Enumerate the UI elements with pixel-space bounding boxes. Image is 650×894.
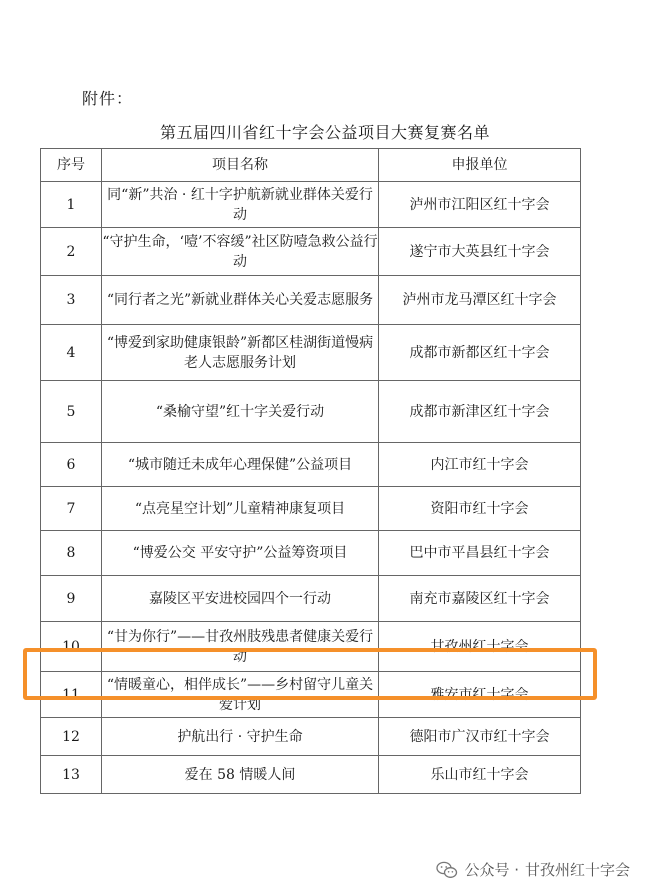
applicant-unit-cell: 德阳市广汉市红十字会 — [379, 718, 581, 756]
highlight-box — [23, 648, 597, 700]
header-no: 序号 — [41, 149, 102, 182]
applicant-unit-cell: 内江市红十字会 — [379, 443, 581, 487]
table-row — [41, 325, 581, 381]
row-number: 6 — [41, 443, 102, 487]
table-header-row — [41, 149, 581, 182]
table-row — [41, 228, 581, 276]
applicant-unit-cell: 遂宁市大英县红十字会 — [379, 228, 581, 276]
row-number: 4 — [41, 325, 102, 381]
header-project-name: 项目名称 — [102, 149, 379, 182]
table-row — [41, 756, 581, 794]
table-row — [41, 531, 581, 576]
project-name-cell: “情暖童心，相伴成长”——乡村留守儿童关爱计划 — [102, 672, 379, 718]
row-number: 10 — [41, 622, 102, 672]
applicant-unit-cell: 泸州市龙马潭区红十字会 — [379, 276, 581, 325]
row-number: 9 — [41, 576, 102, 622]
table-row — [41, 718, 581, 756]
row-number: 1 — [41, 182, 102, 228]
table-row — [41, 576, 581, 622]
applicant-unit-cell: 甘孜州红十字会 — [379, 622, 581, 672]
project-name-cell: 护航出行 · 守护生命 — [102, 718, 379, 756]
row-number: 3 — [41, 276, 102, 325]
header-unit: 申报单位 — [379, 149, 581, 182]
table-row — [41, 443, 581, 487]
project-name-cell: “点亮星空计划”儿童精神康复项目 — [102, 487, 379, 531]
applicant-unit-cell: 雅安市红十字会 — [379, 672, 581, 718]
applicant-unit-cell: 泸州市江阳区红十字会 — [379, 182, 581, 228]
table-row — [41, 381, 581, 443]
project-name-cell: 同“新”共治 · 红十字护航新就业群体关爱行动 — [102, 182, 379, 228]
row-number: 8 — [41, 531, 102, 576]
project-name-cell: “守护生命，‘噎’不容缓”社区防噎急救公益行动 — [102, 228, 379, 276]
project-name-cell: “博爱到家助健康银龄”新都区桂湖街道慢病老人志愿服务计划 — [102, 325, 379, 381]
project-name-cell: 嘉陵区平安进校园四个一行动 — [102, 576, 379, 622]
project-name-cell: 爱在 58 情暖人间 — [102, 756, 379, 794]
project-name-cell: “同行者之光”新就业群体关心关爱志愿服务 — [102, 276, 379, 325]
project-name-cell: “城市随迁未成年心理保健”公益项目 — [102, 443, 379, 487]
row-number: 13 — [41, 756, 102, 794]
applicant-unit-cell: 乐山市红十字会 — [379, 756, 581, 794]
applicant-unit-cell: 成都市新津区红十字会 — [379, 381, 581, 443]
table-row — [41, 276, 581, 325]
wechat-icon — [436, 861, 458, 879]
project-name-cell: “博爱公交 平安守护”公益筹资项目 — [102, 531, 379, 576]
applicant-unit-cell: 南充市嘉陵区红十字会 — [379, 576, 581, 622]
row-number: 7 — [41, 487, 102, 531]
row-number: 5 — [41, 381, 102, 443]
document-title: 第五届四川省红十字会公益项目大赛复赛名单 — [159, 123, 490, 142]
project-name-cell: “甘为你行”——甘孜州肢残患者健康关爱行动 — [102, 622, 379, 672]
row-number: 12 — [41, 718, 102, 756]
applicant-unit-cell: 巴中市平昌县红十字会 — [379, 531, 581, 576]
table-row — [41, 487, 581, 531]
applicant-unit-cell: 资阳市红十字会 — [379, 487, 581, 531]
watermark — [436, 859, 630, 880]
project-name-cell: “桑榆守望”红十字关爱行动 — [102, 381, 379, 443]
row-number: 11 — [41, 672, 102, 718]
watermark-account: 甘孜州红十字会 — [524, 861, 630, 879]
table-row — [41, 182, 581, 228]
row-number: 2 — [41, 228, 102, 276]
attachment-label: 附件： — [82, 89, 134, 108]
watermark-prefix: 公众号 · — [464, 861, 519, 879]
applicant-unit-cell: 成都市新都区红十字会 — [379, 325, 581, 381]
